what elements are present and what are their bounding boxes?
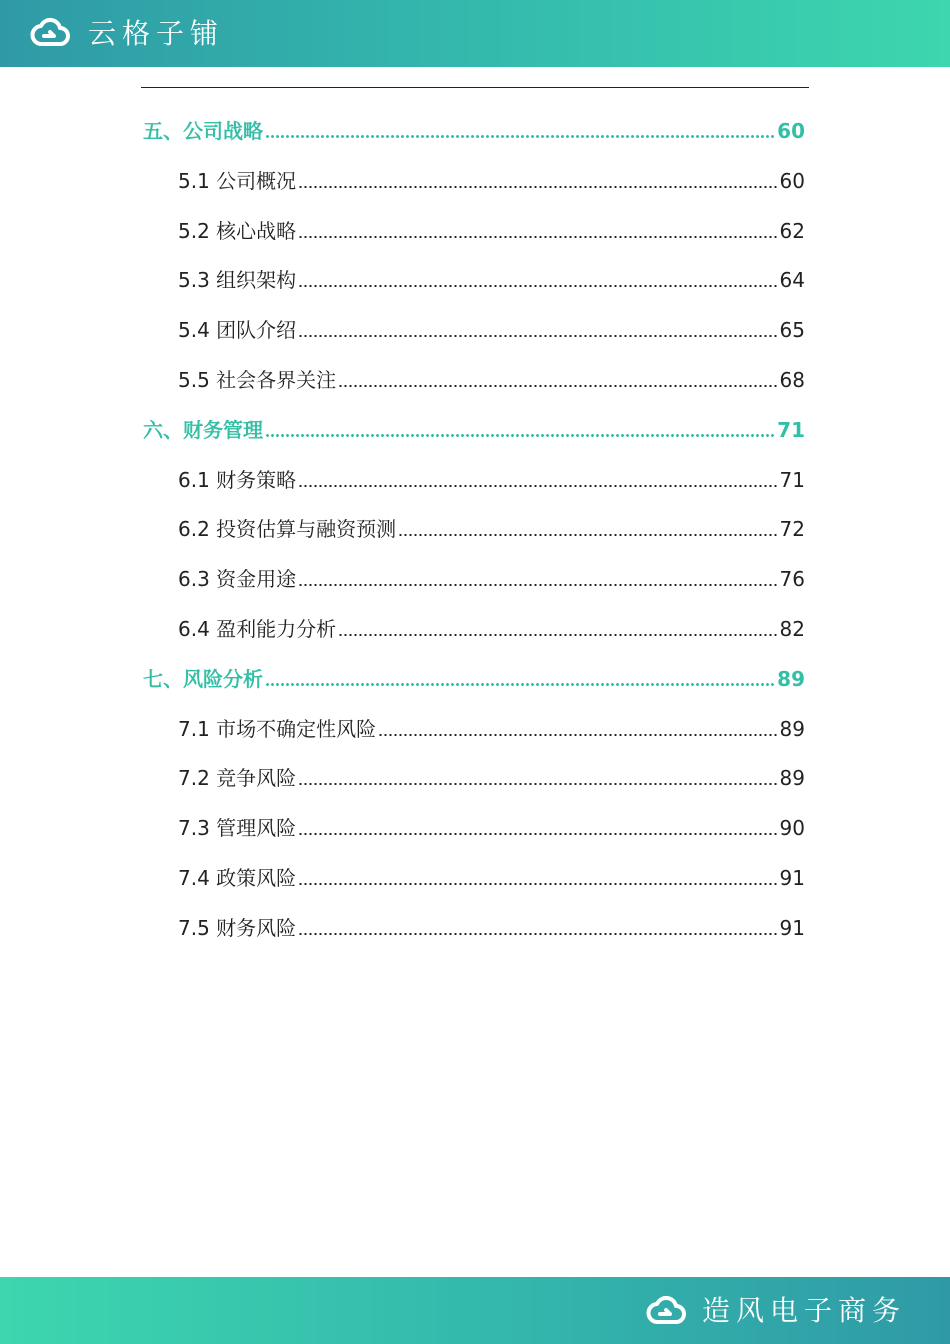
header-rule xyxy=(141,87,809,88)
toc-entry-page: 71 xyxy=(779,467,805,492)
toc-entry-page: 60 xyxy=(779,168,805,193)
toc-entry-page: 62 xyxy=(779,218,805,243)
toc-entry-label: 7.4 政策风险 xyxy=(178,866,297,890)
toc-section-entry[interactable] xyxy=(178,314,805,344)
toc-dot-leader xyxy=(298,833,777,835)
toc-entry-label: 5.1 公司概况 xyxy=(178,168,297,193)
toc-section-entry[interactable] xyxy=(178,464,805,494)
toc-chapter-entry[interactable] xyxy=(143,115,805,145)
toc-entry-page: 89 xyxy=(777,666,805,691)
toc-dot-leader xyxy=(265,434,775,437)
toc-dot-leader xyxy=(298,783,777,785)
toc-entry-page: 90 xyxy=(779,816,805,841)
toc-entry-label: 6.1 财务策略 xyxy=(178,467,297,492)
toc-entry-label: 七、风险分析 xyxy=(143,666,263,691)
toc-entry-label: 7.2 竞争风险 xyxy=(178,766,297,791)
toc-dot-leader xyxy=(398,534,777,536)
toc-entry-page: 91 xyxy=(779,915,805,940)
toc-dot-leader xyxy=(298,584,777,586)
toc-entry-label: 7.5 财务风险 xyxy=(178,915,297,940)
toc-dot-leader xyxy=(265,683,775,686)
toc-entry-label: 6.3 资金用途 xyxy=(178,567,297,592)
toc-section-entry[interactable] xyxy=(178,563,805,593)
toc-entry-label: 五、公司战略 xyxy=(143,119,263,143)
toc-chapter-entry[interactable] xyxy=(143,414,805,444)
toc-section-entry[interactable] xyxy=(178,364,805,394)
toc-dot-leader xyxy=(298,285,777,287)
toc-dot-leader xyxy=(338,385,777,387)
toc-section-entry[interactable] xyxy=(178,264,805,294)
toc-section-entry[interactable] xyxy=(178,912,805,942)
cloud-logo-icon xyxy=(646,1294,686,1328)
toc-entry-page: 65 xyxy=(779,318,805,343)
footer-brand: 造风电子商务 xyxy=(702,1294,907,1327)
toc-entry-page: 76 xyxy=(779,567,805,592)
cloud-logo-icon xyxy=(30,16,70,50)
toc-entry-page: 91 xyxy=(779,866,805,890)
toc-entry-page: 89 xyxy=(779,716,805,741)
toc-entry-page: 64 xyxy=(779,268,805,293)
toc-entry-page: 82 xyxy=(779,617,805,641)
toc-dot-leader xyxy=(298,335,777,337)
toc-section-entry[interactable] xyxy=(178,165,805,195)
toc-dot-leader xyxy=(298,883,777,885)
toc-entry-page: 89 xyxy=(779,766,805,791)
toc-dot-leader xyxy=(378,734,777,736)
toc-section-entry[interactable] xyxy=(178,215,805,245)
toc-entry-label: 5.4 团队介绍 xyxy=(178,318,297,343)
toc-entry-page: 72 xyxy=(779,517,805,542)
toc-entry-page: 71 xyxy=(777,417,805,442)
toc-section-entry[interactable] xyxy=(178,613,805,643)
toc-dot-leader xyxy=(338,634,777,636)
toc-entry-label: 5.3 组织架构 xyxy=(178,268,297,293)
toc-dot-leader xyxy=(298,933,777,935)
page-header xyxy=(0,0,950,67)
toc-entry-label: 5.5 社会各界关注 xyxy=(178,368,337,392)
toc-section-entry[interactable] xyxy=(178,762,805,792)
toc-section-entry[interactable] xyxy=(178,713,805,743)
header-brand: 云格子铺 xyxy=(88,17,225,50)
toc-section-entry[interactable] xyxy=(178,812,805,842)
toc-dot-leader xyxy=(265,135,775,138)
toc-dot-leader xyxy=(298,186,777,188)
toc-entry-label: 6.2 投资估算与融资预测 xyxy=(178,517,397,542)
page-footer xyxy=(0,1277,950,1344)
toc-section-entry[interactable] xyxy=(178,513,805,543)
toc-section-entry[interactable] xyxy=(178,862,805,892)
toc-entry-label: 7.1 市场不确定性风险 xyxy=(178,716,377,741)
toc-entry-label: 6.4 盈利能力分析 xyxy=(178,617,337,641)
toc-entry-label: 六、财务管理 xyxy=(143,417,263,442)
toc-dot-leader xyxy=(298,236,777,238)
toc-entry-label: 5.2 核心战略 xyxy=(178,218,297,243)
toc-entry-page: 60 xyxy=(777,119,805,143)
toc-entry-page: 68 xyxy=(779,368,805,392)
toc-entry-label: 7.3 管理风险 xyxy=(178,816,297,841)
toc-chapter-entry[interactable] xyxy=(143,663,805,693)
toc-dot-leader xyxy=(298,485,777,487)
